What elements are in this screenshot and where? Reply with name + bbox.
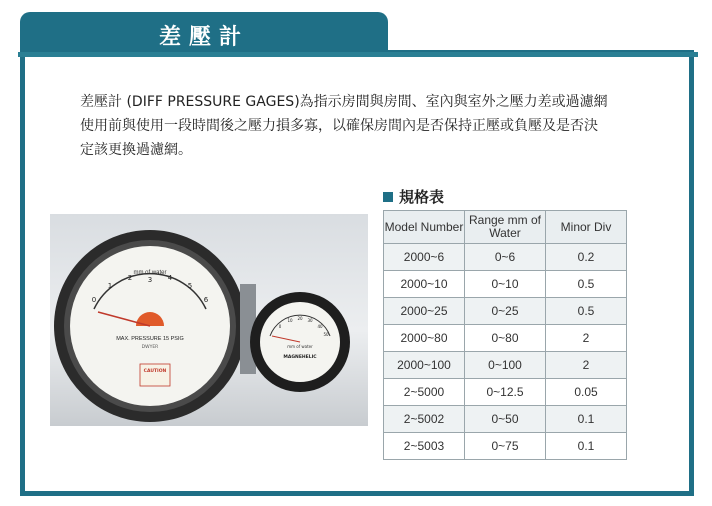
table-row: [384, 271, 627, 298]
minor-div-cell: 2: [546, 352, 627, 379]
tick-label: 1: [107, 282, 113, 290]
large-gauge-brand: DWYER: [141, 345, 159, 350]
small-gauge-scale-label: mm of water: [287, 344, 313, 349]
table-row: [384, 325, 627, 352]
table-row: [384, 298, 627, 325]
tick-label: 4: [167, 274, 173, 282]
minor-div-cell: 0.05: [546, 379, 627, 406]
tick-label: 6: [203, 296, 209, 304]
caution-text: CAUTION: [143, 369, 167, 374]
tick-label: 50: [323, 332, 329, 337]
range-cell: 0~10: [465, 271, 546, 298]
model-cell: 2~5002: [384, 406, 465, 433]
large-gauge-dial-text: MAX. PRESSURE 15 PSIG: [116, 336, 184, 342]
model-cell: 2000~25: [384, 298, 465, 325]
model-cell: 2000~100: [384, 352, 465, 379]
model-cell: 2000~80: [384, 325, 465, 352]
title-tab: [20, 12, 388, 52]
tick-label: 0: [278, 324, 282, 329]
square-bullet-icon: [383, 192, 393, 202]
description-line: 差壓計 (DIFF PRESSURE GAGES)為指示房間與房間、室內與室外之壓力差或過濾網: [80, 94, 608, 110]
product-description: [80, 90, 660, 162]
range-cell: 0~6: [465, 244, 546, 271]
minor-div-cell: 0.2: [546, 244, 627, 271]
tick-label: 3: [147, 276, 153, 284]
table-row: [384, 244, 627, 271]
minor-div-cell: 0.1: [546, 433, 627, 460]
tick-label: 20: [297, 316, 303, 321]
model-cell: 2000~6: [384, 244, 465, 271]
minor-div-cell: 2: [546, 325, 627, 352]
table-row: [384, 352, 627, 379]
model-cell: 2~5000: [384, 379, 465, 406]
small-gauge: [240, 284, 350, 392]
range-cell: 0~50: [465, 406, 546, 433]
tick-label: 0: [91, 296, 97, 304]
spec-table: [383, 210, 627, 460]
minor-div-cell: 0.5: [546, 271, 627, 298]
description-line: 定該更換過濾網。: [80, 142, 192, 158]
table-row: [384, 379, 627, 406]
column-header: Minor Div: [546, 211, 627, 244]
range-cell: 0~80: [465, 325, 546, 352]
range-cell: 0~75: [465, 433, 546, 460]
large-gauge: [54, 230, 246, 422]
range-cell: 0~25: [465, 298, 546, 325]
small-gauge-brand: MAGNEHELIC: [283, 355, 317, 360]
table-row: [384, 433, 627, 460]
tick-label: 5: [187, 282, 193, 290]
model-cell: 2~5003: [384, 433, 465, 460]
product-photo: [50, 214, 368, 426]
table-row: [384, 406, 627, 433]
tick-label: 30: [307, 318, 313, 323]
frame-top-strip: [18, 52, 698, 57]
tick-label: 10: [287, 318, 293, 323]
column-header: Range mm of Water: [465, 211, 546, 244]
minor-div-cell: 0.1: [546, 406, 627, 433]
spec-heading-label: 規格表: [399, 188, 445, 206]
page-title: 差壓計: [158, 25, 249, 50]
range-cell: 0~100: [465, 352, 546, 379]
column-header: Model Number: [384, 211, 465, 244]
range-cell: 0~12.5: [465, 379, 546, 406]
caution-label: [140, 364, 170, 386]
minor-div-cell: 0.5: [546, 298, 627, 325]
large-gauge-scale-label: mm of water: [133, 270, 167, 276]
model-cell: 2000~10: [384, 271, 465, 298]
tick-label: 2: [127, 274, 133, 282]
tick-label: 40: [317, 324, 323, 329]
gauges-illustration: [50, 214, 368, 426]
description-line: 使用前與使用一段時間後之壓力損多寡，以確保房間內是否保持正壓或負壓及是否決: [80, 118, 598, 134]
spec-heading: [383, 186, 444, 207]
table-header-row: [384, 211, 627, 244]
